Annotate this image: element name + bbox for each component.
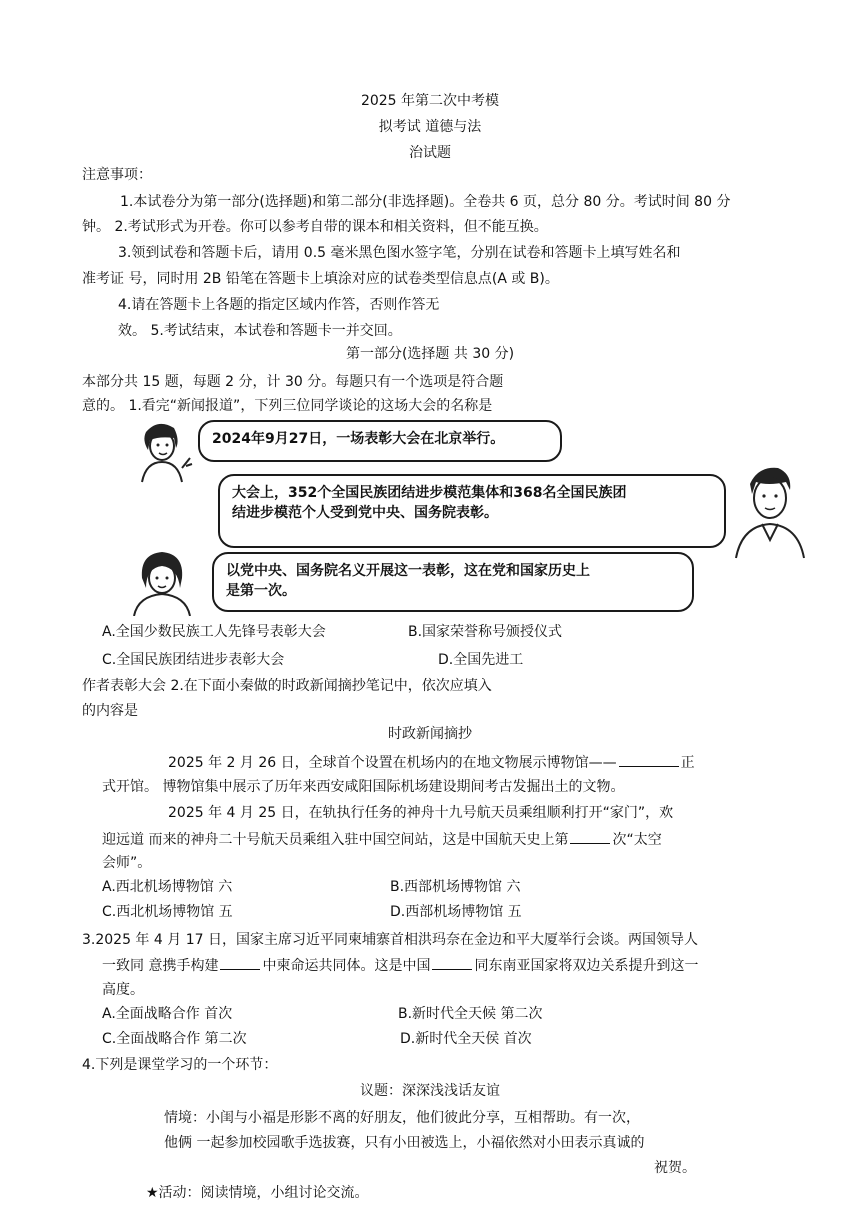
q2-p2-text-end: 次“太空 bbox=[612, 832, 662, 848]
part1-intro-line-1: 本部分共 15 题，每题 2 分，计 30 分。每题只有一个选项是符合题 bbox=[82, 374, 504, 390]
part1-heading: 第一部分(选择题 共 30 分) bbox=[345, 346, 515, 362]
q2-p1-text: 2025 年 2 月 26 日，全球首个设置在机场内的在地文物展示博物馆—— bbox=[168, 755, 617, 771]
student-figure-2-icon bbox=[728, 460, 810, 560]
speech-bubble-3 bbox=[212, 552, 694, 612]
q2-p2-text: 迎远道 而来的神舟二十号航天员乘组入驻中国空间站，这是中国航天史上第 bbox=[102, 832, 569, 848]
q4-scenario-line-2: 他俩 一起参加校园歌手选拔赛，只有小田被选上，小福依然对小田表示真诚的 bbox=[164, 1135, 645, 1151]
student-figure-1-icon bbox=[128, 418, 194, 484]
exam-title-line-3: 治试题 bbox=[409, 145, 451, 161]
q2-paragraph-2-line-3: 会师”。 bbox=[102, 855, 152, 871]
q2-paragraph-1-line-1 bbox=[168, 754, 695, 772]
q1-option-d: D.全国先进工 bbox=[438, 652, 524, 668]
q2-paragraph-1-line-2: 式开馆。 博物馆集中展示了历年来西安咸阳国际机场建设期间考古发掘出土的文物。 bbox=[102, 779, 625, 795]
speech-bubble-1-text: 2024年9月27日，一场表彰大会在北京举行。 bbox=[212, 431, 505, 447]
speech-bubble-2-line-2: 结进步模范个人受到党中央、国务院表彰。 bbox=[232, 505, 498, 522]
q2-option-d: D.西部机场博物馆 五 bbox=[390, 904, 522, 920]
q4-line-1: 4.下列是课堂学习的一个环节： bbox=[82, 1057, 278, 1073]
q3-option-d: D.新时代全天侯 首次 bbox=[400, 1031, 532, 1047]
q3-option-c: C.全面战略合作 第二次 bbox=[102, 1031, 247, 1047]
q3-option-a: A.全面战略合作 首次 bbox=[102, 1006, 233, 1022]
q1-option-b: B.国家荣誉称号颁授仪式 bbox=[408, 624, 563, 640]
q1-option-c: C.全国民族团结进步表彰大会 bbox=[102, 652, 285, 668]
notice-line-1: 1.本试卷分为第一部分(选择题)和第二部分(非选择题)。全卷共 6 页，总分 80 分。考试时间 80 分 bbox=[120, 194, 731, 210]
q2-paragraph-2-line-1: 2025 年 4 月 25 日，在轨执行任务的神舟十九号航天员乘组顺利打开“家门”，欢 bbox=[168, 805, 674, 821]
q4-activity: ★活动：阅读情境，小组讨论交流。 bbox=[146, 1185, 369, 1201]
q3-blank-2 bbox=[432, 957, 472, 970]
q3-option-b: B.新时代全天候 第二次 bbox=[398, 1006, 543, 1022]
speech-bubble-2 bbox=[218, 474, 726, 548]
q3-text-a: 一致同 意携手构建 bbox=[102, 958, 219, 974]
part1-intro-line-2: 意的。 1.看完“新闻报道”，下列三位同学谈论的这场大会的名称是 bbox=[82, 398, 493, 414]
q2-paragraph-2-line-2 bbox=[102, 831, 662, 849]
notice-line-6: 效。 5.考试结束，本试卷和答题卡一并交回。 bbox=[118, 323, 402, 339]
q2-option-c: C.西北机场博物馆 五 bbox=[102, 904, 233, 920]
q2-box-title: 时政新闻摘抄 bbox=[388, 726, 472, 742]
notice-heading: 注意事项： bbox=[82, 167, 152, 183]
q1-tail-q2-intro: 作者表彰大会 2.在下面小秦做的时政新闻摘抄笔记中，依次应填入 bbox=[82, 678, 492, 694]
q2-option-a: A.西北机场博物馆 六 bbox=[102, 879, 233, 895]
notice-line-2: 钟。 2.考试形式为开卷。你可以参考自带的课本和相关资料，但不能互换。 bbox=[82, 219, 548, 235]
speech-bubble-2-line-1: 大会上，352个全国民族团结进步模范集体和368名全国民族团 bbox=[232, 485, 627, 501]
student-figure-3-icon bbox=[128, 548, 198, 616]
speech-bubble-3-line-1: 以党中央、国务院名义开展这一表彰，这在党和国家历史上 bbox=[226, 563, 590, 579]
q3-text-b: 中柬命运共同体。这是中国 bbox=[262, 958, 431, 974]
q2-blank-2 bbox=[570, 831, 610, 844]
q4-topic: 议题：深深浅浅话友谊 bbox=[360, 1083, 500, 1099]
dialogue-illustration bbox=[128, 412, 812, 616]
q1-option-a: A.全国少数民族工人先锋号表彰大会 bbox=[102, 624, 326, 640]
q4-scenario-line-1: 情境：小闺与小福是形影不离的好朋友，他们彼此分享，互相帮助。有一次， bbox=[164, 1110, 640, 1126]
q2-p1-text-end: 正 bbox=[680, 755, 695, 771]
notice-line-5: 4.请在答题卡上各题的指定区域内作答，否则作答无 bbox=[118, 297, 440, 313]
q3-blank-1 bbox=[220, 957, 260, 970]
q3-line-3: 高度。 bbox=[102, 982, 144, 998]
notice-line-4: 准考证 号，同时用 2B 铅笔在答题卡上填涂对应的试卷类型信息点(A 或 B)。 bbox=[82, 271, 559, 287]
speech-bubble-3-line-2: 是第一次。 bbox=[226, 583, 296, 600]
q4-scenario-line-3: 祝贺。 bbox=[654, 1160, 696, 1176]
notice-line-3: 3.领到试卷和答题卡后，请用 0.5 毫米黑色图水签字笔，分别在试卷和答题卡上填写姓名和 bbox=[118, 245, 681, 261]
exam-title-line-2: 拟考试 道德与法 bbox=[378, 119, 482, 135]
q3-text-c: 同东南亚国家将双边关系提升到这一 bbox=[474, 958, 699, 974]
q2-blank-1 bbox=[619, 754, 679, 767]
exam-title-line-1: 2025 年第二次中考模 bbox=[360, 93, 500, 109]
q3-line-2 bbox=[102, 957, 698, 975]
q3-line-1: 3.2025 年 4 月 17 日，国家主席习近平同柬埔寨首相洪玛奈在金边和平大厦举行会谈。两国领导人 bbox=[82, 932, 698, 948]
speech-bubble-1 bbox=[198, 420, 562, 462]
q2-option-b: B.西部机场博物馆 六 bbox=[390, 879, 521, 895]
q2-intro-line-2: 的内容是 bbox=[82, 703, 138, 719]
